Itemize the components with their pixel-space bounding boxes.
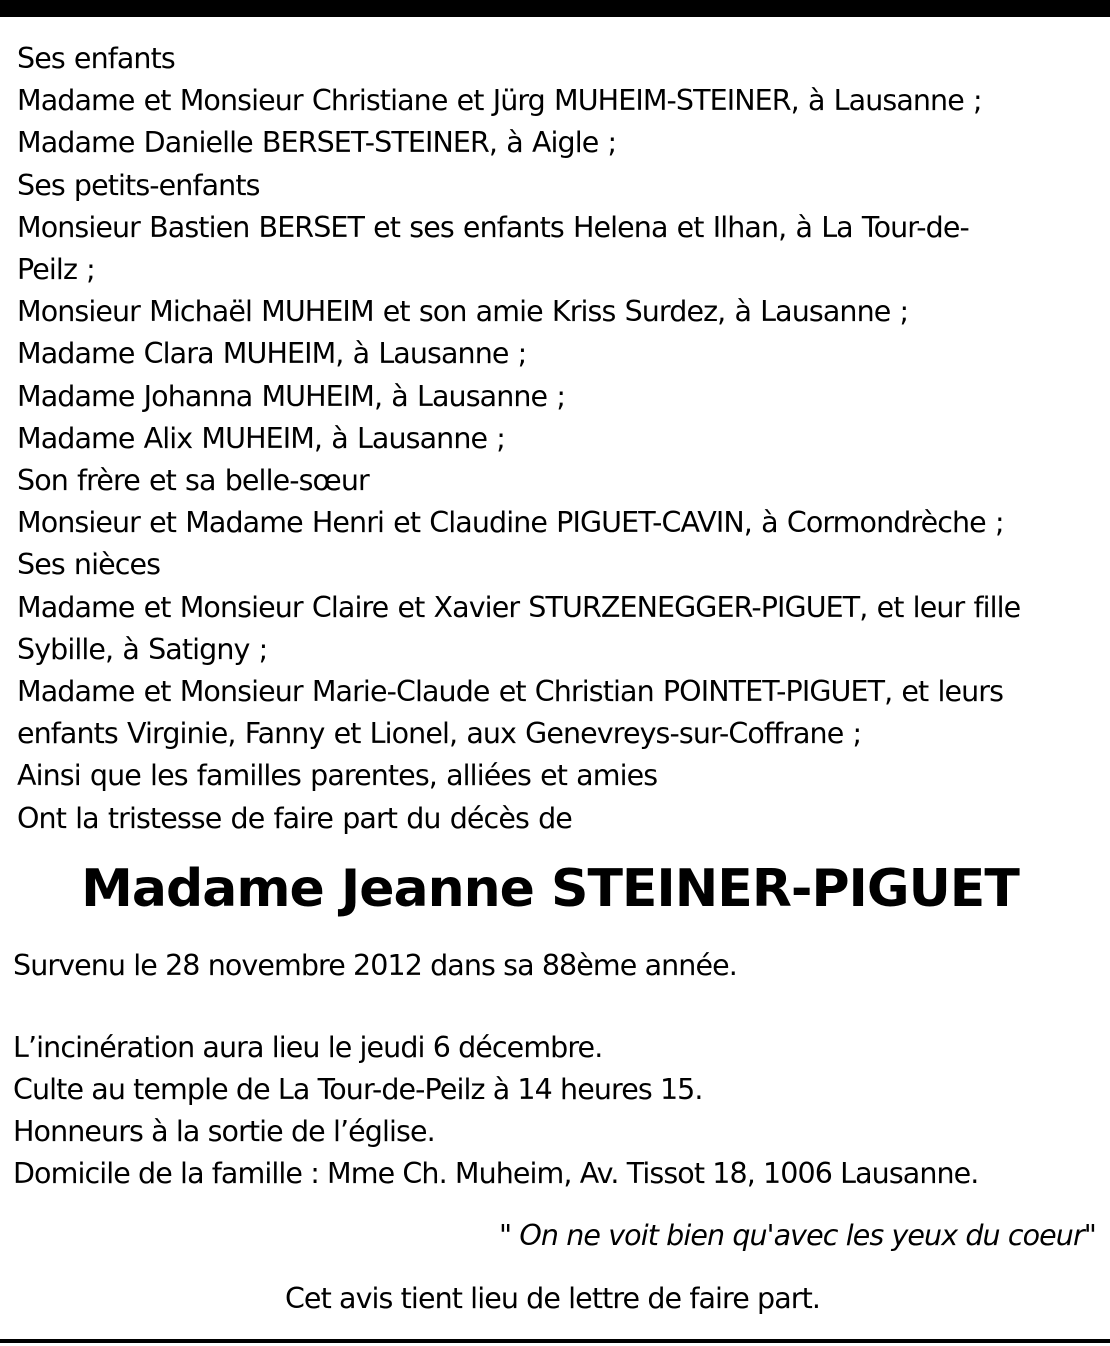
family-line: Ont la tristesse de faire part du décès de bbox=[17, 801, 572, 835]
ceremony-details bbox=[13, 1027, 1103, 1195]
family-line: Ses enfants bbox=[17, 42, 175, 75]
family-line: Madame Alix MUHEIM, à Lausanne ; bbox=[17, 421, 505, 455]
family-line: Madame Clara MUHEIM, à Lausanne ; bbox=[17, 337, 527, 371]
ceremony-detail-line: L’incinération aura lieu le jeudi 6 décembre. bbox=[13, 1031, 603, 1064]
closing-notice: Cet avis tient lieu de lettre de faire part. bbox=[284, 1282, 821, 1315]
family-line: Son frère et sa belle-sœur bbox=[17, 464, 369, 498]
family-list bbox=[17, 38, 1102, 840]
family-line: Madame Danielle BERSET-STEINER, à Aigle ; bbox=[17, 126, 617, 160]
bottom-border-rule bbox=[0, 1339, 1110, 1343]
family-line: Sybille, à Satigny ; bbox=[17, 632, 268, 666]
family-line: Madame et Monsieur Christiane et Jürg MUHEIM-STEINER, à Lausanne ; bbox=[17, 84, 982, 118]
family-line: Madame Johanna MUHEIM, à Lausanne ; bbox=[17, 379, 566, 413]
deceased-name-heading: Madame Jeanne STEINER-PIGUET bbox=[81, 859, 1019, 919]
date-of-death-line: Survenu le 28 novembre 2012 dans sa 88ème année. bbox=[13, 949, 737, 982]
family-line: Peilz ; bbox=[17, 253, 95, 287]
family-line: Madame et Monsieur Marie-Claude et Christian POINTET-PIGUET, et leurs bbox=[17, 675, 1004, 709]
family-line: Monsieur et Madame Henri et Claudine PIGUET-CAVIN, à Cormondrèche ; bbox=[17, 506, 1004, 540]
family-line: Ses petits-enfants bbox=[17, 168, 260, 202]
family-line: Ses nièces bbox=[17, 548, 161, 582]
ceremony-detail-line: Culte au temple de La Tour-de-Peilz à 14 heures 15. bbox=[13, 1073, 703, 1106]
family-line: enfants Virginie, Fanny et Lionel, aux Genevreys-sur-Coffrane ; bbox=[17, 717, 862, 751]
top-border-rule bbox=[0, 0, 1110, 17]
family-line: Monsieur Bastien BERSET et ses enfants Helena et Ilhan, à La Tour-de- bbox=[17, 210, 969, 244]
ceremony-detail-line: Domicile de la famille : Mme Ch. Muheim, Av. Tissot 18, 1006 Lausanne. bbox=[13, 1157, 979, 1190]
memorial-quote: " On ne voit bien qu'avec les yeux du coeur" bbox=[499, 1219, 1096, 1252]
family-line: Monsieur Michaël MUHEIM et son amie Kriss Surdez, à Lausanne ; bbox=[17, 295, 909, 329]
ceremony-detail-line: Honneurs à la sortie de l’église. bbox=[13, 1115, 435, 1148]
family-line: Madame et Monsieur Claire et Xavier STURZENEGGER-PIGUET, et leur fille bbox=[17, 590, 1021, 624]
family-line: Ainsi que les familles parentes, alliées et amies bbox=[17, 759, 658, 793]
